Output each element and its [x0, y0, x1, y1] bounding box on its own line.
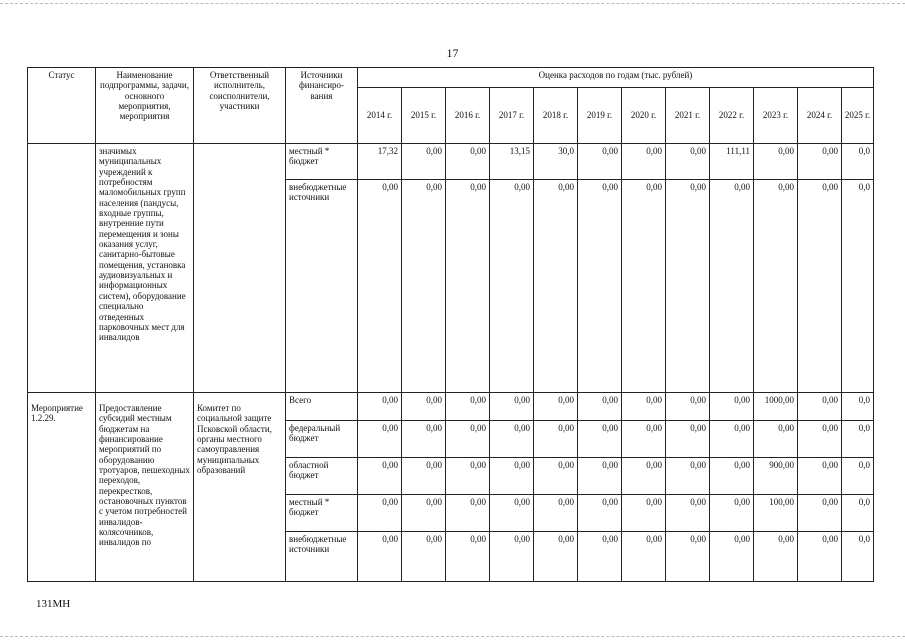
year-header: 2021 г. — [666, 88, 710, 144]
value-cell: 0,00 — [798, 458, 842, 495]
value-cell: 0,00 — [798, 421, 842, 458]
value-cell: 13,15 — [490, 144, 534, 180]
name-cell: значимых муниципальных учреждений к потребностям маломобильных групп населения (пандусы, входные группы, внутренние пути перемещения и зоны оказания услуг, санитарно-бытовые помещения, установка аудиовизуальных и информационных систем), оборудование специально отведенных парковочных мест для инвалидов — [96, 144, 194, 393]
value-cell: 0,00 — [358, 393, 402, 421]
value-cell: 0,00 — [622, 458, 666, 495]
value-cell: 111,11 — [710, 144, 754, 180]
value-cell: 0,00 — [578, 180, 622, 393]
value-cell: 0,00 — [490, 180, 534, 393]
status-cell: Мероприятие 1.2.29. — [28, 393, 96, 582]
year-header: 2019 г. — [578, 88, 622, 144]
header-row — [28, 68, 874, 88]
executor-cell: Комитет по социальной защите Псковской области, органы местного самоуправления муниципальных образований — [194, 393, 286, 582]
executor-cell — [194, 144, 286, 393]
value-cell: 0,00 — [666, 144, 710, 180]
value-cell: 0,0 — [842, 421, 874, 458]
value-cell: 0,00 — [402, 532, 446, 582]
value-cell: 0,00 — [710, 393, 754, 421]
value-cell: 0,00 — [534, 458, 578, 495]
value-cell: 0,00 — [710, 180, 754, 393]
value-cell: 0,00 — [622, 180, 666, 393]
name-cell: Предоставление субсидий местным бюджетам на финансирование мероприятий по оборудованию тротуаров, пешеходных переходов, перекрестков, остановочных пунктов с учетом потребностей инвалидов-колясочников, инвалидов по — [96, 393, 194, 582]
status-cell — [28, 144, 96, 393]
value-cell: 0,00 — [534, 393, 578, 421]
scan-edge-bottom — [0, 636, 905, 637]
value-cell: 0,00 — [446, 458, 490, 495]
value-cell: 0,00 — [578, 421, 622, 458]
value-cell: 0,00 — [666, 421, 710, 458]
source-cell: внебюджетные источники — [286, 180, 358, 393]
value-cell: 0,00 — [578, 393, 622, 421]
value-cell: 17,32 — [358, 144, 402, 180]
value-cell: 0,00 — [798, 532, 842, 582]
header-estimate: Оценка расходов по годам (тыс. рублей) — [358, 68, 874, 88]
value-cell: 0,00 — [666, 180, 710, 393]
value-cell: 0,00 — [666, 458, 710, 495]
value-cell: 0,00 — [710, 421, 754, 458]
value-cell: 0,0 — [842, 393, 874, 421]
value-cell: 0,00 — [358, 532, 402, 582]
value-cell: 0,00 — [798, 495, 842, 532]
year-header: 2015 г. — [402, 88, 446, 144]
value-cell: 0,00 — [446, 421, 490, 458]
value-cell: 0,00 — [754, 180, 798, 393]
header-executor: Ответственный исполнитель, соисполнители, участники — [194, 68, 286, 144]
source-cell: местный * бюджет — [286, 144, 358, 180]
value-cell: 0,00 — [358, 180, 402, 393]
footer-code: 131МН — [36, 598, 71, 610]
source-cell: Всего — [286, 393, 358, 421]
value-cell: 100,00 — [754, 495, 798, 532]
value-cell: 0,0 — [842, 458, 874, 495]
value-cell: 1000,00 — [754, 393, 798, 421]
value-cell: 0,00 — [798, 393, 842, 421]
value-cell: 0,00 — [358, 421, 402, 458]
value-cell: 0,00 — [798, 180, 842, 393]
year-header: 2016 г. — [446, 88, 490, 144]
value-cell: 0,00 — [534, 532, 578, 582]
year-header: 2020 г. — [622, 88, 666, 144]
value-cell: 0,00 — [490, 532, 534, 582]
value-cell: 0,00 — [622, 144, 666, 180]
value-cell: 0,00 — [490, 495, 534, 532]
value-cell: 0,00 — [446, 393, 490, 421]
value-cell: 0,00 — [578, 144, 622, 180]
value-cell: 0,00 — [754, 421, 798, 458]
scan-edge-top — [0, 3, 905, 4]
header-name: Наименование подпрограммы, задачи, основного мероприятия, мероприятия — [96, 68, 194, 144]
value-cell: 0,00 — [666, 393, 710, 421]
source-cell: областной бюджет — [286, 458, 358, 495]
value-cell: 0,00 — [798, 144, 842, 180]
value-cell: 0,00 — [534, 180, 578, 393]
value-cell: 0,00 — [402, 180, 446, 393]
value-cell: 0,00 — [710, 458, 754, 495]
value-cell: 0,00 — [578, 495, 622, 532]
value-cell: 0,0 — [842, 180, 874, 393]
value-cell: 0,0 — [842, 144, 874, 180]
value-cell: 30,0 — [534, 144, 578, 180]
value-cell: 0,00 — [358, 458, 402, 495]
year-header: 2017 г. — [490, 88, 534, 144]
value-cell: 0,00 — [358, 495, 402, 532]
value-cell: 0,00 — [402, 393, 446, 421]
value-cell: 0,00 — [490, 393, 534, 421]
year-header: 2023 г. — [754, 88, 798, 144]
year-header: 2014 г. — [358, 88, 402, 144]
page-number: 17 — [446, 46, 459, 60]
value-cell: 0,00 — [446, 144, 490, 180]
value-cell: 0,00 — [402, 144, 446, 180]
value-cell: 0,00 — [402, 421, 446, 458]
value-cell: 0,00 — [446, 180, 490, 393]
value-cell: 0,00 — [666, 495, 710, 532]
value-cell: 0,00 — [446, 532, 490, 582]
value-cell: 0,00 — [622, 532, 666, 582]
value-cell: 0,00 — [754, 532, 798, 582]
table-row — [28, 144, 874, 180]
value-cell: 0,00 — [578, 532, 622, 582]
value-cell: 0,00 — [402, 458, 446, 495]
value-cell: 0,0 — [842, 532, 874, 582]
source-cell: федеральный бюджет — [286, 421, 358, 458]
value-cell: 0,00 — [402, 495, 446, 532]
expense-table — [27, 67, 874, 582]
year-header: 2025 г. — [842, 88, 874, 144]
header-sources: Источники финансиро-вания — [286, 68, 358, 144]
value-cell: 900,00 — [754, 458, 798, 495]
value-cell: 0,00 — [578, 458, 622, 495]
value-cell: 0,00 — [710, 495, 754, 532]
value-cell: 0,0 — [842, 495, 874, 532]
value-cell: 0,00 — [534, 495, 578, 532]
value-cell: 0,00 — [754, 144, 798, 180]
table-row — [28, 393, 874, 421]
source-cell: местный * бюджет — [286, 495, 358, 532]
year-header: 2022 г. — [710, 88, 754, 144]
value-cell: 0,00 — [666, 532, 710, 582]
value-cell: 0,00 — [446, 495, 490, 532]
value-cell: 0,00 — [622, 393, 666, 421]
year-header: 2024 г. — [798, 88, 842, 144]
year-header: 2018 г. — [534, 88, 578, 144]
source-cell: внебюджетные источники — [286, 532, 358, 582]
header-status: Статус — [28, 68, 96, 144]
value-cell: 0,00 — [622, 421, 666, 458]
value-cell: 0,00 — [710, 532, 754, 582]
value-cell: 0,00 — [490, 458, 534, 495]
value-cell: 0,00 — [622, 495, 666, 532]
value-cell: 0,00 — [534, 421, 578, 458]
value-cell: 0,00 — [490, 421, 534, 458]
